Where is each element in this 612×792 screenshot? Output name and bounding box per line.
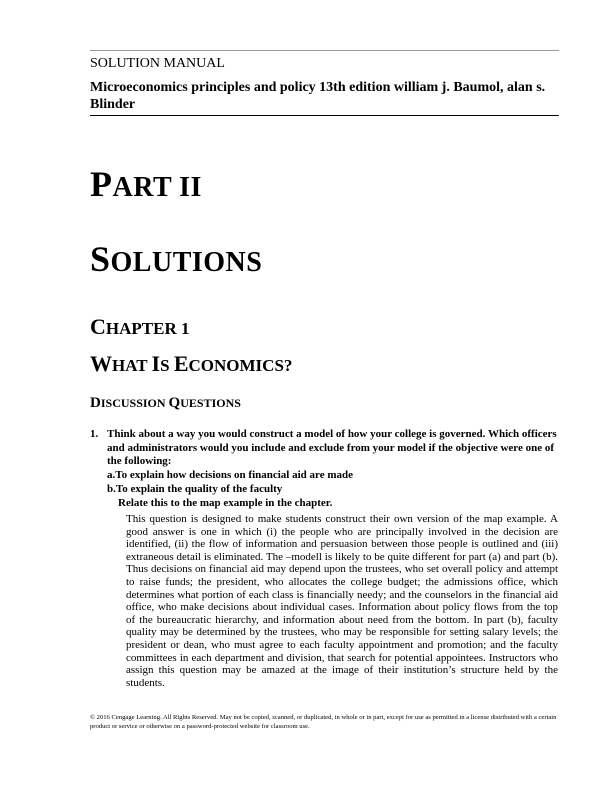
- answer-paragraph: This question is designed to make students construct their own version of the map example. A good answer is one in which (i) the people who are principally involved in the decision are identified, (ii) the flow of information and persuasion between those people is outlined and (iii) extraneous detail is eliminated. The –modell is likely to be quite different for part (a) and part (b). Thus decisions on financial aid may depend upon the trustees, who set overall policy and attempt to raise funds; the president, who allocates the college budget; the admissions office, which determines what portion of each class is financially needy; and the counselors in the financial aid office, who make decisions about individual cases. Information about policy flows from the top of the bureaucratic hierarchy, and information about need from the bottom. In part (b), faculty quality may be determined by the trustees, who may be responsible for setting salary levels; the president or dean, who must agree to each faculty appointment and promotion; and the faculty committees in each department and division, that search for potential appointees. Instructors who assign this question may be amazed at the image of their institution’s structure held by the students.: [126, 513, 558, 689]
- solution-manual-label: SOLUTION MANUAL: [90, 56, 225, 71]
- question-item-a: a.To explain how decisions on financial aid are made: [107, 469, 354, 481]
- chapter-rest: HAPTER 1: [105, 319, 190, 338]
- question-relate: Relate this to the map example in the chapter.: [118, 497, 333, 509]
- chapter-title-w1: W: [90, 351, 112, 376]
- chapter-title-w2-rest: S: [160, 356, 174, 375]
- chapter-title: [90, 351, 292, 377]
- part-title: [90, 163, 202, 205]
- chapter-title-w1-rest: HAT: [112, 356, 152, 375]
- section-initial-2: Q: [168, 395, 181, 411]
- solutions-initial: S: [90, 239, 111, 279]
- section-initial-1: D: [90, 395, 101, 411]
- chapter-title-w3: E: [173, 351, 189, 376]
- part-title-rest: ART II: [112, 172, 202, 203]
- chapter-title-w3-rest: CONOMICS?: [188, 356, 293, 375]
- chapter-title-w2: I: [151, 351, 161, 376]
- part-title-initial: P: [90, 164, 113, 204]
- section-rest-1: ISCUSSION: [100, 396, 169, 410]
- question-number: 1.: [90, 428, 99, 440]
- chapter-initial: C: [90, 314, 106, 339]
- top-rule: [90, 50, 559, 51]
- solutions-rest: OLUTIONS: [110, 247, 263, 278]
- question-text: Think about a way you would construct a model of how your college is governed. Which officers and administrators would you include and exclude from your model if the objective were one of the following:: [107, 428, 557, 467]
- solutions-title: [90, 238, 262, 280]
- question-item-b: b.To explain the quality of the faculty: [107, 483, 283, 495]
- section-rest-2: UESTIONS: [180, 396, 241, 410]
- discussion-questions-heading: [90, 395, 241, 412]
- book-title: Microeconomics principles and policy 13th edition william j. Baumol, alan s. Blinder: [90, 80, 546, 112]
- copyright-footer: © 2016 Cengage Learning. All Rights Reserved. May not be copied, scanned, or duplicated, in whole or in part, except for use as permitted in a license distributed with a certain product or service or otherwise on a password-protected website for classroom use.: [90, 714, 557, 730]
- header-divider: [90, 115, 559, 116]
- chapter-label: [90, 314, 189, 340]
